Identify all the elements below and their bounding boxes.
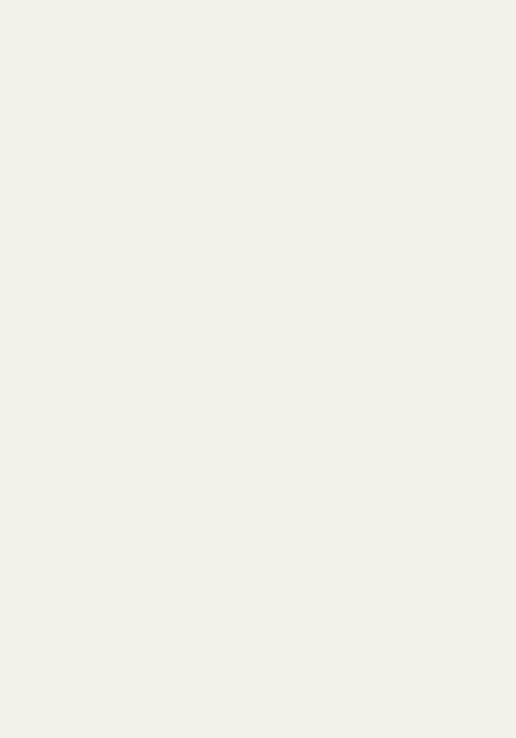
bottom-section (20, 370, 506, 700)
top-section (20, 40, 506, 362)
